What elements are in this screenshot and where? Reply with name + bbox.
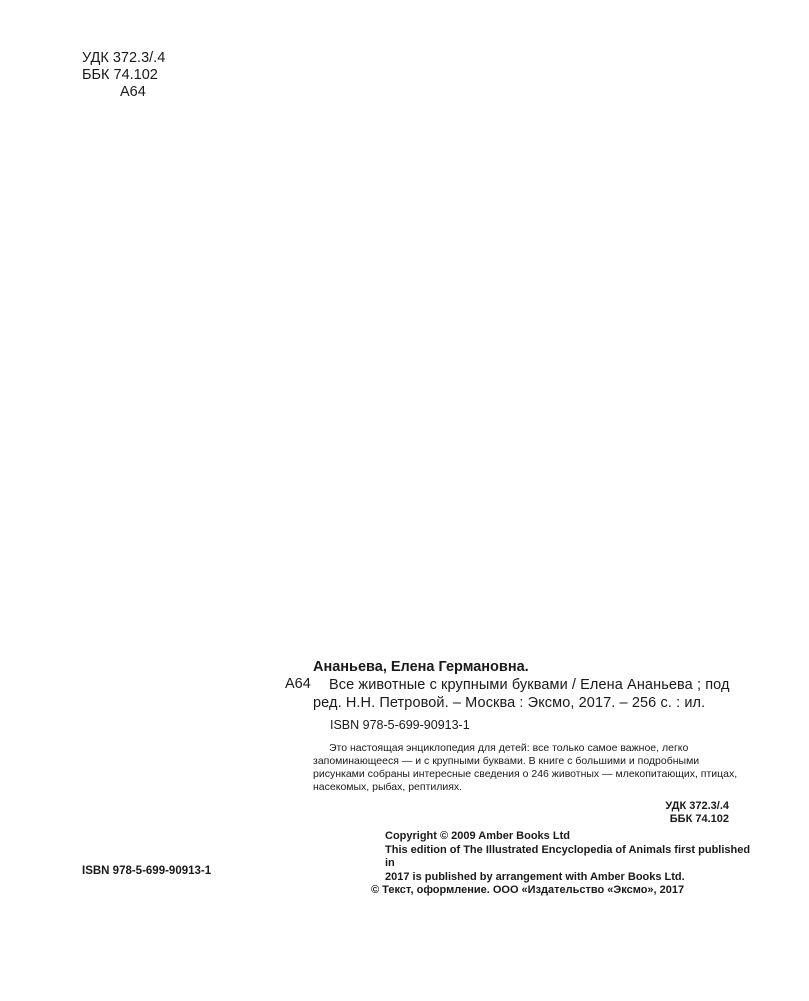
record-annotation: Это настоящая энциклопедия для детей: все только самое важное, легко запоминающееся — и с крупными буквами. В книге с большими и подробными рисунками собраны интересные сведения о 246 животных — млекопитающих, птицах, насекомых, рыбах, рептилиях. [313, 742, 738, 793]
classification-codes [82, 50, 165, 101]
record-author-mark: А64 [285, 676, 311, 692]
copyright-line-1: Copyright © 2009 Amber Books Ltd [385, 830, 570, 842]
copyright-line-2: This edition of The Illustrated Encyclopedia of Animals first published in [385, 843, 751, 869]
copyright-line-3: 2017 is published by arrangement with Amber Books Ltd. [385, 870, 685, 883]
record-udk: УДК 372.3/.4 [665, 800, 729, 812]
bibliographic-record [285, 659, 743, 826]
bbk-code: ББК 74.102 [82, 67, 158, 83]
copyright-line-4: © Текст, оформление. ООО «Издательство «Эксмо», 2017 [371, 884, 685, 896]
record-author: Ананьева, Елена Германовна. [313, 659, 529, 675]
author-mark: А64 [120, 84, 146, 100]
record-isbn: ISBN 978-5-699-90913-1 [330, 718, 470, 732]
udk-code: УДК 372.3/.4 [82, 50, 166, 66]
record-bbk: ББК 74.102 [669, 813, 729, 825]
isbn-footer: ISBN 978-5-699-90913-1 [82, 865, 212, 877]
copyright-block [371, 830, 751, 898]
record-codes [313, 800, 729, 826]
record-title: Все животные с крупными буквами / Елена Ананьева ; под ред. Н.Н. Петровой. – Москва : Эксмо, 2017. – 256 с. : ил. [313, 677, 730, 711]
